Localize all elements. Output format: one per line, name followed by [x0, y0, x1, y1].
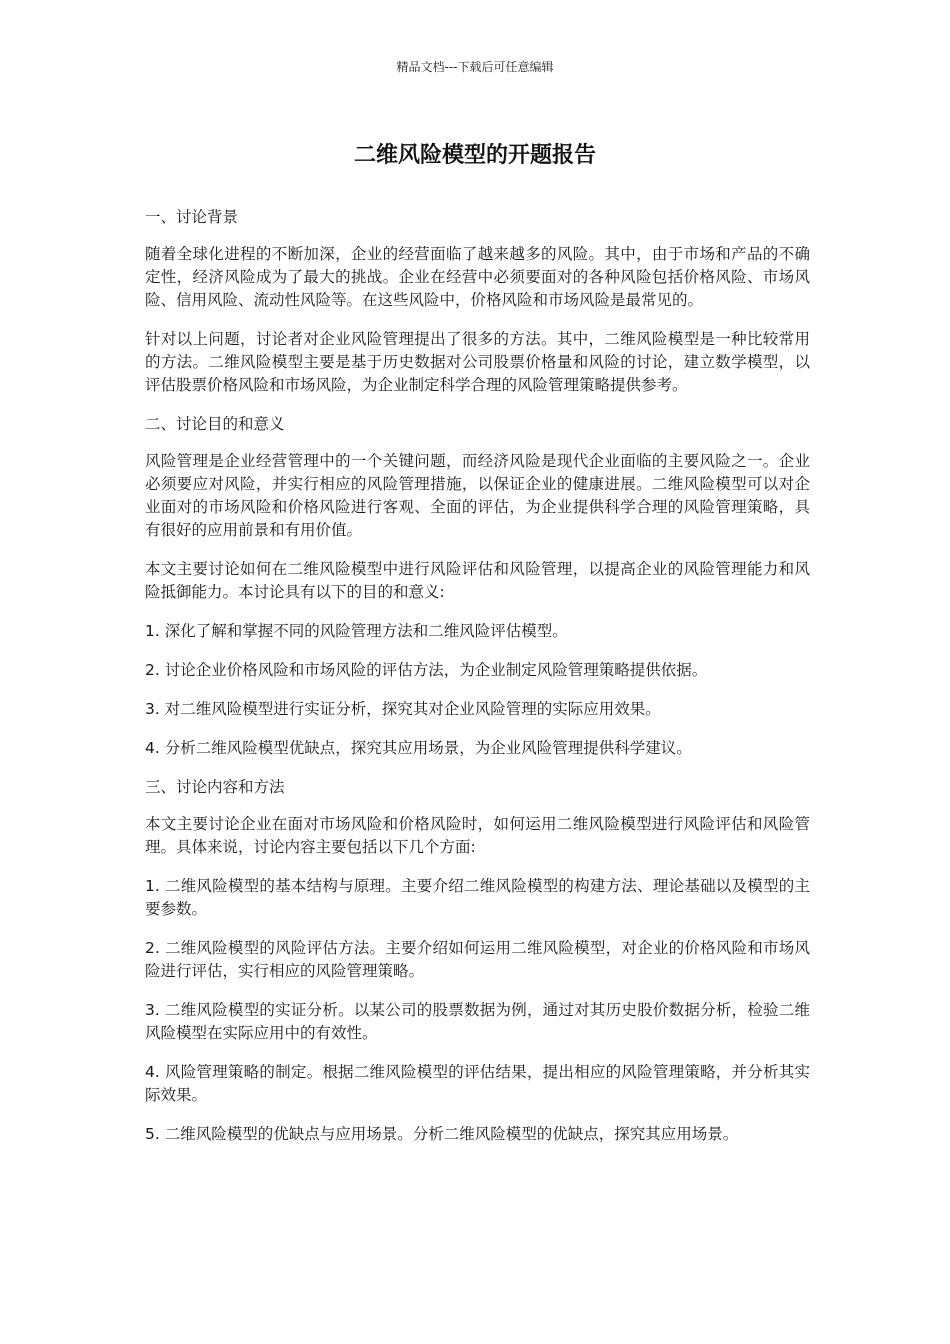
paragraph-methods-1: 本文主要讨论企业在面对市场风险和价格风险时，如何运用二维风险模型进行风险评估和风险管理。具体来说，讨论内容主要包括以下几个方面:	[145, 815, 810, 856]
paragraph-purpose-1: 风险管理是企业经营管理中的一个关键问题，而经济风险是现代企业面临的主要风险之一。企业必须要应对风险，并实行相应的风险管理措施，以保证企业的健康进展。二维风险模型可以对企业面对的市场风险和价格风险进行客观、全面的评估，为企业提供科学合理的风险管理策略，具有很好的应用前景和有用价值。	[145, 452, 810, 539]
list-item-purpose-2: 2. 讨论企业价格风险和市场风险的评估方法，为企业制定风险管理策略提供依据。	[145, 661, 708, 679]
list-item-methods-4: 4. 风险管理策略的制定。根据二维风险模型的评估结果，提出相应的风险管理策略，并分析其实际效果。	[145, 1063, 810, 1104]
paragraph-background-1: 随着全球化进程的不断加深，企业的经营面临了越来越多的风险。其中，由于市场和产品的不确定性，经济风险成为了最大的挑战。企业在经营中必须要面对的各种风险包括价格风险、市场风险、信用风险、流动性风险等。在这些风险中，价格风险和市场风险是最常见的。	[145, 245, 810, 309]
paragraph-background-2: 针对以上问题，讨论者对企业风险管理提出了很多的方法。其中，二维风险模型是一种比较常用的方法。二维风险模型主要是基于历史数据对公司股票价格量和风险的讨论，建立数学模型，以评估股票价格风险和市场风险，为企业制定科学合理的风险管理策略提供参考。	[145, 330, 810, 394]
paragraph-purpose-2: 本文主要讨论如何在二维风险模型中进行风险评估和风险管理，以提高企业的风险管理能力和风险抵御能力。本讨论具有以下的目的和意义:	[145, 560, 810, 601]
list-item-purpose-3: 3. 对二维风险模型进行实证分析，探究其对企业风险管理的实际应用效果。	[145, 700, 661, 718]
section-heading-purpose: 二、讨论目的和意义	[145, 415, 285, 433]
document-title: 二维风险模型的开题报告	[353, 143, 596, 168]
list-item-methods-1: 1. 二维风险模型的基本结构与原理。主要介绍二维风险模型的构建方法、理论基础以及模型的主要参数。	[145, 877, 810, 918]
list-item-purpose-1: 1. 深化了解和掌握不同的风险管理方法和二维风险评估模型。	[145, 622, 568, 640]
list-item-methods-5: 5. 二维风险模型的优缺点与应用场景。分析二维风险模型的优缺点，探究其应用场景。	[145, 1125, 739, 1143]
list-item-methods-3: 3. 二维风险模型的实证分析。以某公司的股票数据为例，通过对其历史股价数据分析，检验二维风险模型在实际应用中的有效性。	[145, 1001, 810, 1042]
list-item-methods-2: 2. 二维风险模型的风险评估方法。主要介绍如何运用二维风险模型，对企业的价格风险和市场风险进行评估，实行相应的风险管理策略。	[145, 939, 810, 980]
section-heading-background: 一、讨论背景	[145, 208, 239, 226]
header-note: 精品文档---下载后可任意编辑	[396, 60, 554, 74]
list-item-purpose-4: 4. 分析二维风险模型优缺点，探究其应用场景，为企业风险管理提供科学建议。	[145, 739, 692, 757]
section-heading-methods: 三、讨论内容和方法	[145, 778, 285, 796]
document-body	[145, 206, 810, 1162]
